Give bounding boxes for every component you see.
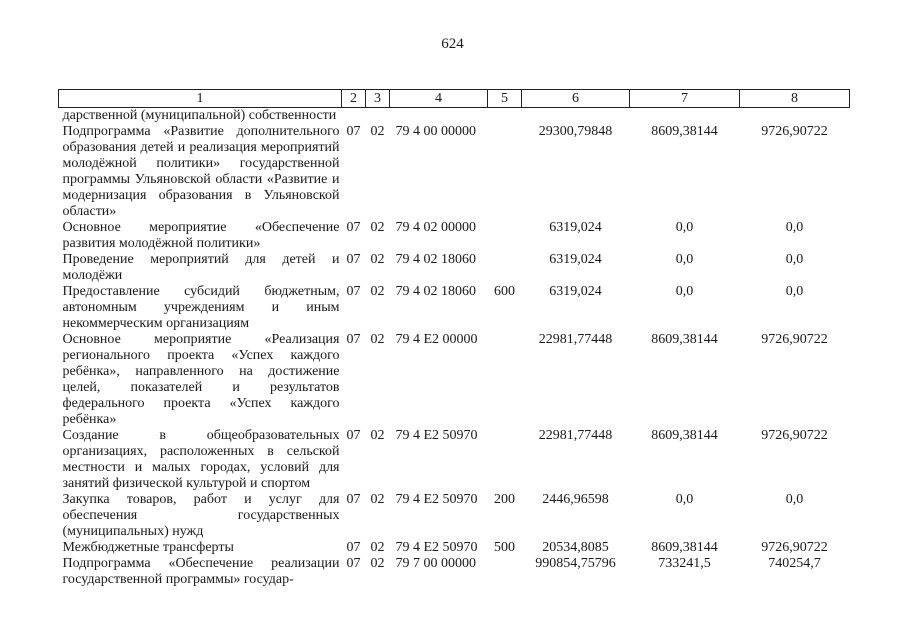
amount-col7-cell: 8609,38144 xyxy=(651,332,718,347)
amount-col7-cell: 8609,38144 xyxy=(651,428,718,443)
subsection-code-cell: 02 xyxy=(370,540,385,555)
section-code-cell: 07 xyxy=(346,284,361,299)
row-name-cell: Подпрограмма «Обеспечение реализации государственной программы» государ- xyxy=(62,556,340,587)
expense-type-cell xyxy=(488,556,522,588)
section-code-cell: 07 xyxy=(346,332,361,347)
amount-col6-cell: 22981,77448 xyxy=(538,332,613,347)
expense-type-cell xyxy=(488,428,522,492)
target-article-cell: 79 4 E2 50970 xyxy=(395,428,478,443)
subsection-code-cell: 02 xyxy=(370,220,385,235)
subsection-code-cell: 02 xyxy=(370,252,385,267)
subsection-code-cell: 02 xyxy=(370,492,385,507)
target-article-cell: 79 4 02 00000 xyxy=(395,220,476,235)
expense-type-cell: 200 xyxy=(494,492,515,507)
amount-col6-cell: 22981,77448 xyxy=(538,428,613,443)
table-row xyxy=(59,220,850,252)
row-name-cell: Подпрограмма «Развитие дополнительного образования детей и реализация мероприятий молодёжной политики» государственной программы Ульяновской области «Развитие и модернизация образования в Ульяновской области» xyxy=(62,124,340,219)
amount-col7-cell: 733241,5 xyxy=(658,556,711,571)
row-name-cell: Проведение мероприятий для детей и молодёжи xyxy=(62,252,340,283)
row-name-cell: Основное мероприятие «Обеспечение развития молодёжной политики» xyxy=(62,220,340,251)
column-header-4: 4 xyxy=(390,90,488,108)
amount-col6-cell: 6319,024 xyxy=(549,252,602,267)
amount-col8-cell: 0,0 xyxy=(785,284,804,299)
budget-table xyxy=(58,89,850,588)
table-row xyxy=(59,124,850,220)
expense-type-cell xyxy=(488,332,522,428)
column-header-8: 8 xyxy=(740,90,850,108)
table-row xyxy=(59,540,850,556)
subsection-code-cell: 02 xyxy=(370,124,385,139)
table-row xyxy=(59,252,850,284)
amount-col6-cell: 6319,024 xyxy=(549,284,602,299)
amount-col8-cell: 740254,7 xyxy=(768,556,821,571)
table-row xyxy=(59,284,850,332)
amount-col7-cell: 0,0 xyxy=(675,492,694,507)
amount-col7-cell: 0,0 xyxy=(675,284,694,299)
target-article-cell: 79 4 E2 50970 xyxy=(395,492,478,507)
target-article-cell: 79 4 E2 50970 xyxy=(395,540,478,555)
column-header-1: 1 xyxy=(59,90,342,108)
subsection-code-cell: 02 xyxy=(370,428,385,443)
table-body xyxy=(59,108,850,589)
subsection-code-cell xyxy=(366,108,390,125)
table-row xyxy=(59,556,850,588)
column-header-3: 3 xyxy=(366,90,390,108)
table-row xyxy=(59,108,850,125)
page-number: 624 xyxy=(441,36,464,52)
amount-col7-cell: 0,0 xyxy=(675,252,694,267)
amount-col6-cell: 6319,024 xyxy=(549,220,602,235)
amount-col8-cell: 9726,90722 xyxy=(761,332,828,347)
expense-type-cell xyxy=(488,108,522,125)
expense-type-cell: 500 xyxy=(494,540,515,555)
table-header-row xyxy=(59,90,850,108)
target-article-cell: 79 4 E2 00000 xyxy=(395,332,478,347)
column-header-5: 5 xyxy=(488,90,522,108)
column-header-6: 6 xyxy=(522,90,630,108)
amount-col7-cell: 8609,38144 xyxy=(651,540,718,555)
row-name-cell: Закупка товаров, работ и услуг для обеспечения государственных (муниципальных) нужд xyxy=(62,492,340,539)
section-code-cell: 07 xyxy=(346,540,361,555)
amount-col7-cell xyxy=(630,108,740,125)
expense-type-cell xyxy=(488,252,522,284)
section-code-cell: 07 xyxy=(346,220,361,235)
expense-type-cell xyxy=(488,124,522,220)
amount-col8-cell: 9726,90722 xyxy=(761,428,828,443)
row-name-cell: Предоставление субсидий бюджетным, автономным учреждениям и иным некоммерческим организациям xyxy=(62,284,340,331)
target-article-cell: 79 4 02 18060 xyxy=(395,284,476,299)
row-name-cell: Межбюджетные трансферты xyxy=(62,540,234,555)
amount-col8-cell: 0,0 xyxy=(785,220,804,235)
table-row xyxy=(59,492,850,540)
row-name-cell: Создание в общеобразовательных организациях, расположенных в сельской местности и малых городах, условий для занятий физической культурой и спортом xyxy=(62,428,340,491)
column-header-2: 2 xyxy=(342,90,366,108)
amount-col8-cell xyxy=(740,108,850,125)
expense-type-cell xyxy=(488,220,522,252)
amount-col8-cell: 9726,90722 xyxy=(761,540,828,555)
amount-col7-cell: 8609,38144 xyxy=(651,124,718,139)
column-header-7: 7 xyxy=(630,90,740,108)
amount-col6-cell: 990854,75796 xyxy=(535,556,616,571)
section-code-cell xyxy=(342,108,366,125)
amount-col6-cell: 29300,79848 xyxy=(538,124,613,139)
amount-col7-cell: 0,0 xyxy=(675,220,694,235)
target-article-cell xyxy=(390,108,488,125)
amount-col8-cell: 0,0 xyxy=(785,492,804,507)
target-article-cell: 79 4 02 18060 xyxy=(395,252,476,267)
table-row xyxy=(59,428,850,492)
section-code-cell: 07 xyxy=(346,492,361,507)
amount-col6-cell xyxy=(522,108,630,125)
section-code-cell: 07 xyxy=(346,428,361,443)
section-code-cell: 07 xyxy=(346,124,361,139)
amount-col8-cell: 0,0 xyxy=(785,252,804,267)
subsection-code-cell: 02 xyxy=(370,284,385,299)
subsection-code-cell: 02 xyxy=(370,332,385,347)
amount-col6-cell: 20534,8085 xyxy=(542,540,609,555)
amount-col8-cell: 9726,90722 xyxy=(761,124,828,139)
row-name-cell: дарственной (муниципальной) собственности xyxy=(62,108,337,123)
subsection-code-cell: 02 xyxy=(370,556,385,571)
target-article-cell: 79 4 00 00000 xyxy=(395,124,476,139)
target-article-cell: 79 7 00 00000 xyxy=(395,556,476,571)
expense-type-cell: 600 xyxy=(494,284,515,299)
section-code-cell: 07 xyxy=(346,556,361,571)
amount-col6-cell: 2446,96598 xyxy=(542,492,609,507)
row-name-cell: Основное мероприятие «Реализация регионального проекта «Успех каждого ребёнка», направленного на достижение целей, показателей и результатов федерального проекта «Успех каждого ребёнка» xyxy=(62,332,340,427)
table-row xyxy=(59,332,850,428)
section-code-cell: 07 xyxy=(346,252,361,267)
